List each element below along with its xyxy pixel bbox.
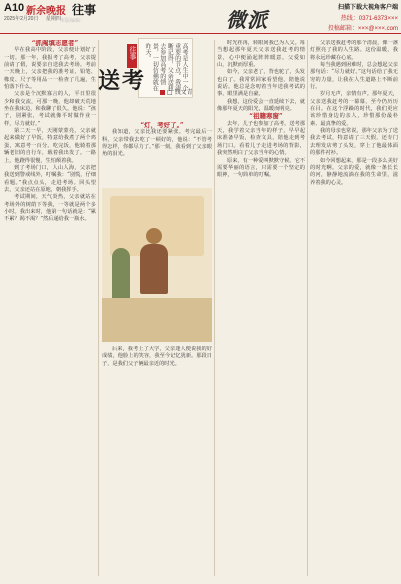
section-seal — [127, 44, 137, 68]
paragraph: 父亲送我赶考的那个清晨，像一盏灯照亮了我的人生路。这份温暖，我将永远珍藏在心底。 — [310, 40, 398, 61]
author-name: □ 钱文青 — [167, 89, 193, 96]
column-divider — [307, 40, 308, 576]
paragraph: 我的母亲也常说，那年父亲为了送我去考试，特意请了三天假，还专门去理发店剪了头发，穿上了他最体面的那件衬衫。 — [310, 128, 398, 157]
pull-quote-text: 高考是人生中一个重要的节点。我清晰记得，父亲送我去参加高考的情景，一切仿佛就在昨天。 — [143, 43, 188, 91]
hotline-email: 投稿邮箱：×××@×××.com — [327, 26, 398, 32]
paragraph: 原来，有一种爱叫默默守候。它不需要华丽的语言，只需要一个坚定的眼神，一句简单的叮嘱。 — [217, 157, 305, 179]
article-column-1 — [4, 40, 96, 580]
hotline-title: 扫描下载大视角客户端 — [337, 5, 398, 11]
column-title: 微派 — [226, 8, 268, 32]
paragraph: 后来，我考上了大学，父亲逢人便说我的好成绩，他脸上的笑容，我至今记忆犹新。那段日子，是我们父子俩最亲近的时光。 — [102, 346, 212, 367]
editor-line: 本版编辑： — [60, 18, 86, 24]
paragraph: 考试期间，天气炎热，父亲就站在考场外的树荫下等我，一等就是两个多小时。我出来时，他第一句话就是：“累不累？渴不渴？”然后递给我一瓶水。 — [4, 194, 96, 223]
paragraph: 去年，儿子也参加了高考。送考那天，我学着父亲当年的样子，早早起床准备早饭，检查文具，陪他走到考场门口。看着儿子走进考场的背影，我突然明白了父亲当年的心情。 — [217, 120, 305, 157]
paragraph: 早在我高中阶段，父亲便计划好了一切。那一年，我报考了高考，父亲提前请了假，说要亲自送我去考场。考前一天晚上，父亲把我的准考证、铅笔、橡皮、尺子等用品一一检查了几遍，生怕落下什么。 — [4, 47, 96, 91]
paragraph: 时光荏苒，转眼间我已为人父。每当想起那年夏天父亲送我赶考的情景，心中便涌起阵阵暖意。父爱如山，沉默而厚重。 — [217, 40, 305, 69]
subhead-1: “抓阄填志愿者” — [31, 40, 79, 47]
weekday: 星期四 — [45, 16, 61, 22]
paragraph: 每当我遇到困难时，总会想起父亲那句话：“尽力就好。”这句话给了我无穷的力量，让我在人生道路上不断前行。 — [310, 62, 398, 91]
title-text: 送考 — [98, 68, 147, 93]
paragraph: 到了考场门口，人山人海，父亲把我送到警戒线外，叮嘱我：“别慌，仔细看题。”我点点头，走进考场。回头望去，父亲还站在原地，朝我挥手。 — [4, 164, 96, 193]
column-divider — [98, 40, 99, 576]
person-head-icon — [146, 228, 162, 244]
byline — [160, 87, 193, 96]
header-rule — [0, 33, 401, 34]
paragraph: 父亲是个沉默寡言的人，平日里很少和我交流，可那一晚，他却破天荒地坐在我床边，和我聊了很久。他说：“孩子，别紧张，考试就像平时做作业一样，尽力就好。” — [4, 91, 96, 127]
subhead-3: “祖籍寒窗” — [249, 112, 283, 121]
byline-marker-icon — [160, 90, 165, 95]
subhead-2: “灯，考好了。” — [140, 122, 184, 129]
column-divider — [214, 40, 215, 576]
date-line — [4, 15, 67, 22]
page-number: A10 — [4, 2, 25, 14]
paragraph: 如今，父亲老了，背也驼了，头发也白了。我常常回家看望他，陪他说说话。他总是念叨着当年送我考试的事，眼里满是自豪。 — [217, 69, 305, 98]
article-illustration — [102, 188, 212, 342]
date: 2025年2月20日 — [4, 16, 39, 22]
paragraph: 我知道，父亲比我还要紧张。考完最后一科，父亲带我去吃了一顿好的，他说：“不管考得怎样，你都尽力了。”那一刻，我看到了父亲眼角的泪光。 — [102, 129, 212, 158]
page-header — [0, 0, 401, 34]
article-column-3 — [217, 40, 305, 580]
paragraph: 第二天一早，天刚蒙蒙亮，父亲就起来做好了早饭，特意给我煮了两个鸡蛋，寓意考一百分。吃完饭，他骑着那辆老旧的自行车，载着我出发了。一路上，他蹬得很慢，生怕颠着我。 — [4, 128, 96, 164]
person-body-icon — [140, 244, 168, 294]
paragraph: 我想，这份爱会一直延续下去，就像那年夏天的阳光，温暖而明亮。 — [217, 98, 305, 113]
paragraph: 岁月无声，亲情有声。那年夏天，父亲送我赶考的一幕幕，至今仍历历在目。在这个浮躁的时代，我们更应该珍惜身边的亲人，珍惜那份最朴素、最真挚的爱。 — [310, 91, 398, 127]
section-name: 往事 — [72, 3, 97, 17]
article-column-2-bottom — [102, 346, 212, 580]
hotline-phone: 热线：0371-6373××× — [340, 16, 398, 22]
article-title — [96, 53, 152, 113]
newspaper-name: 新余晚报 — [26, 6, 66, 17]
hotline-box — [316, 2, 398, 33]
article-column-2-top — [102, 122, 212, 186]
paragraph: 如今回想起来，那是一段多么美好的时光啊。父亲的爱，就像一条长长的河，静静地流淌在我的生命里，滋养着我的心灵。 — [310, 157, 398, 186]
seal-text: 往事 — [129, 46, 137, 60]
article-column-4 — [310, 40, 398, 580]
